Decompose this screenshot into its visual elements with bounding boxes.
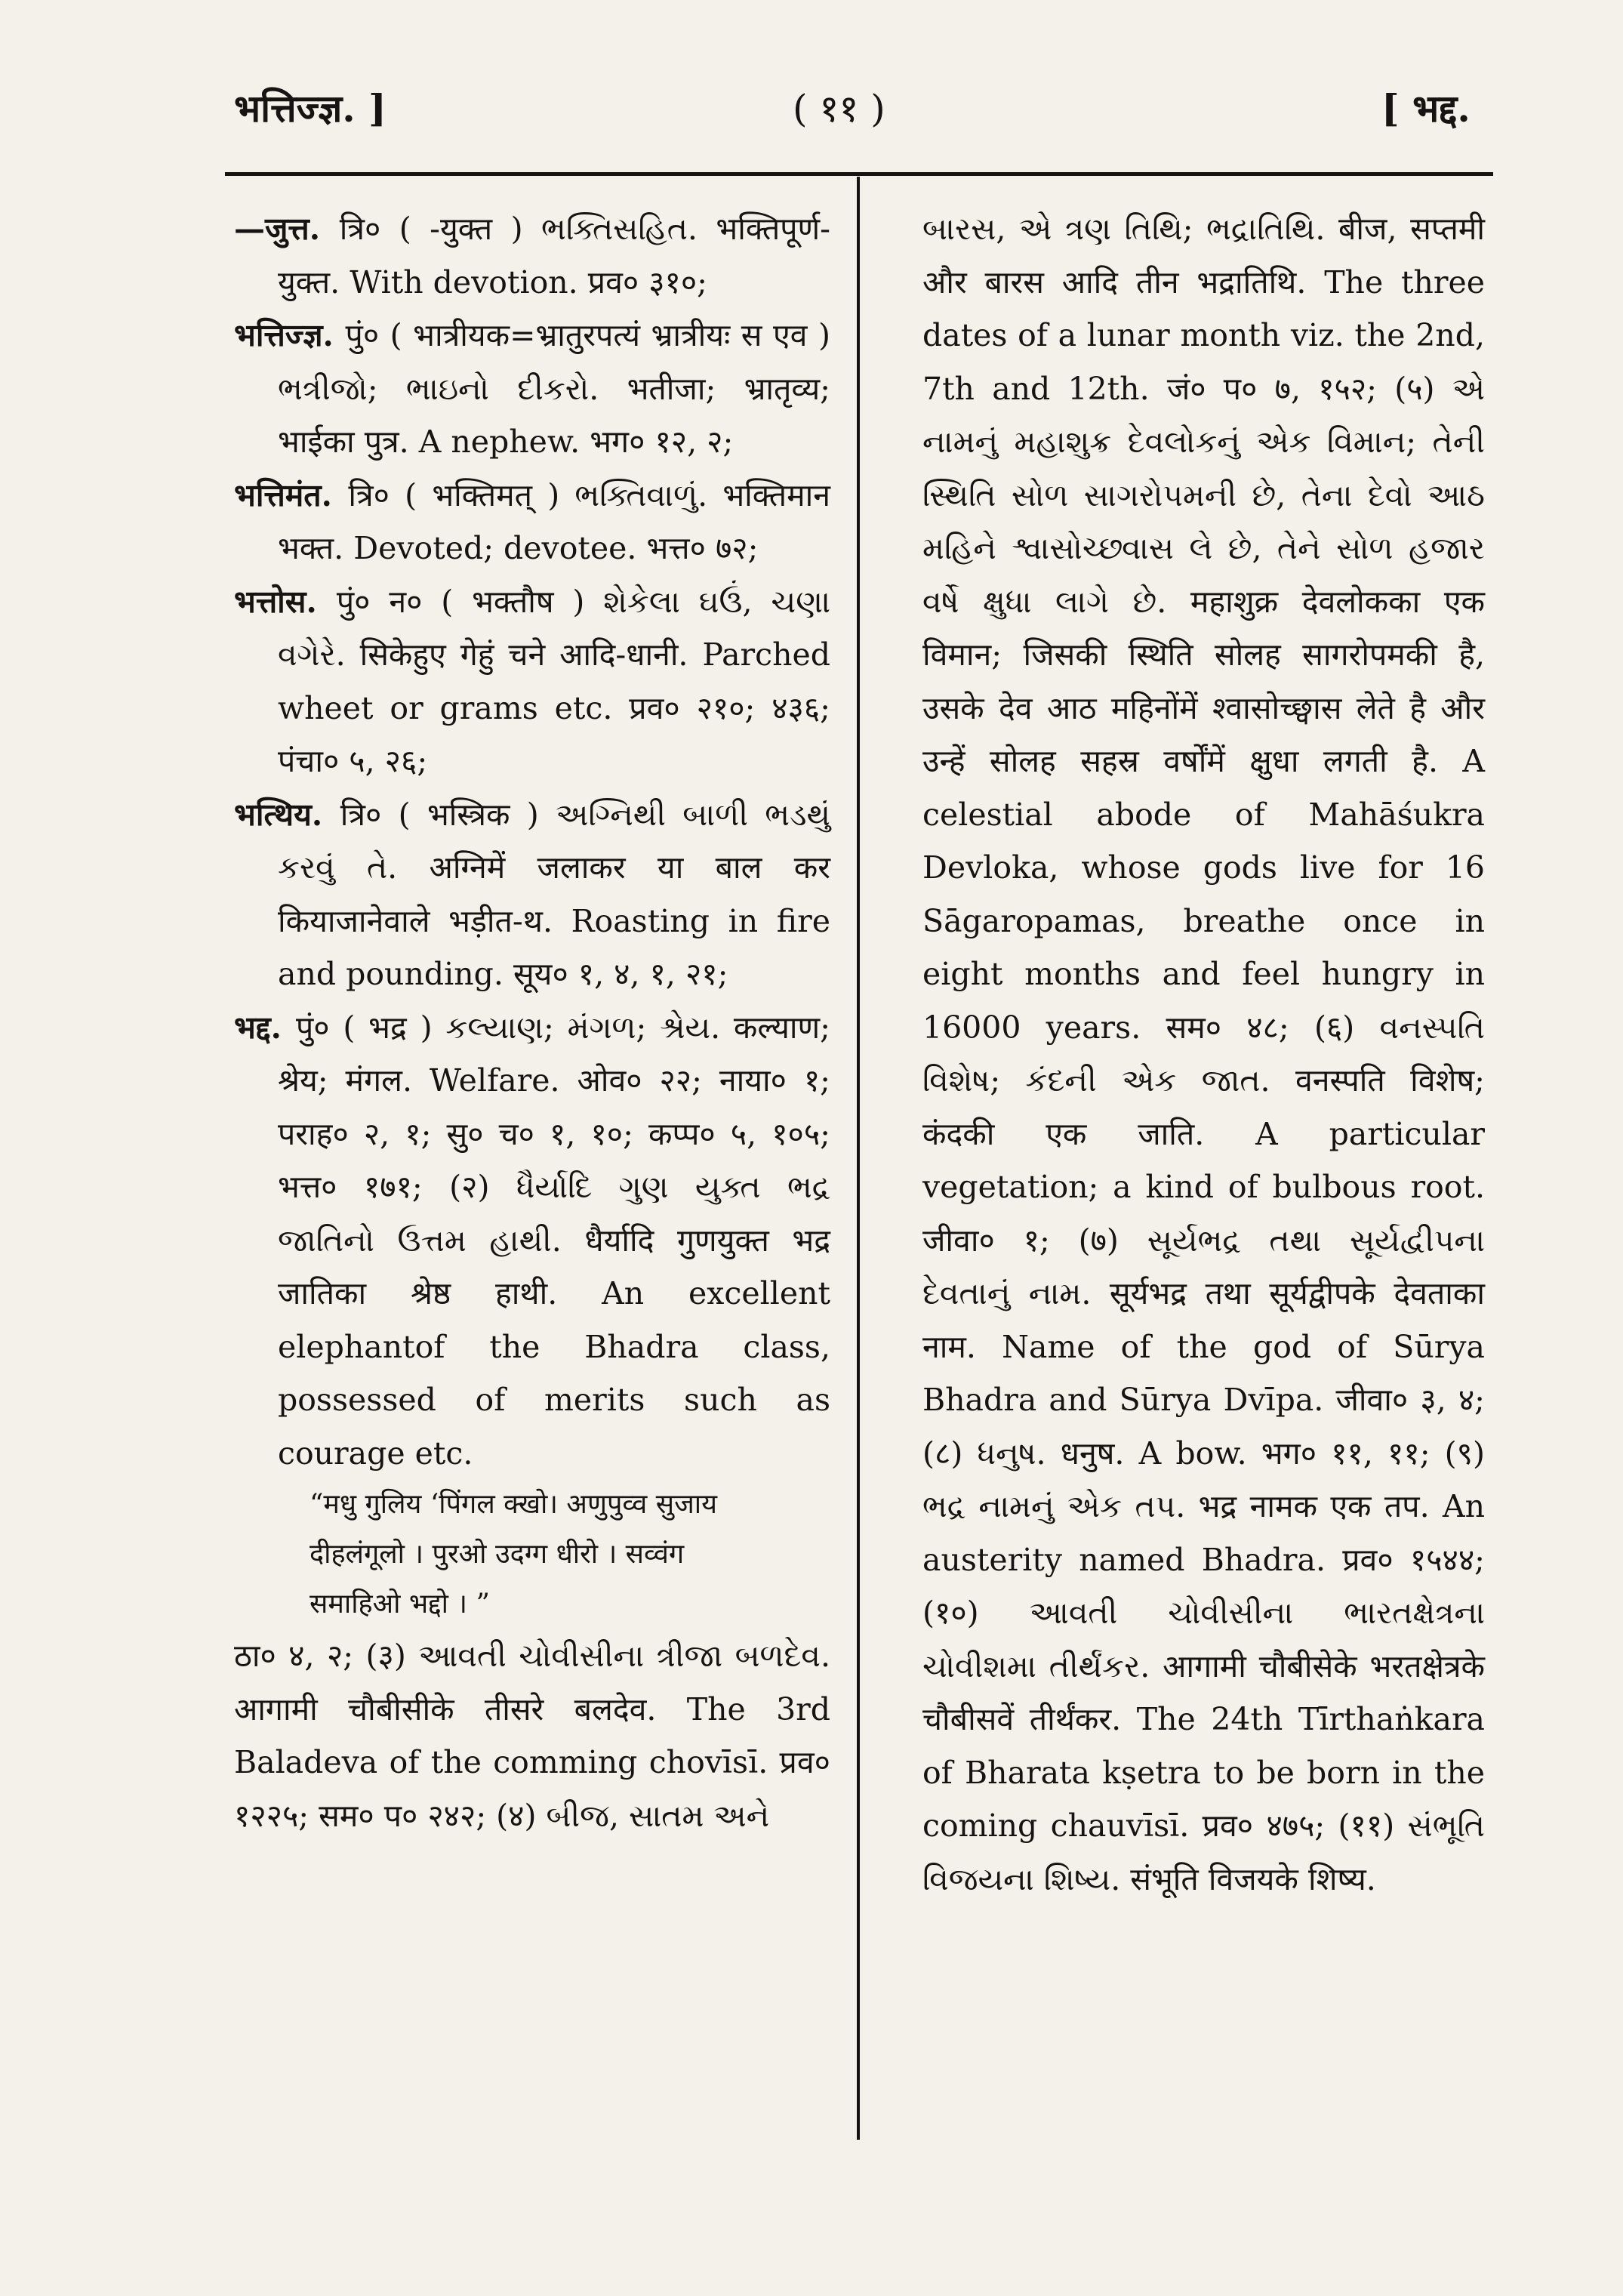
- entry-bhatthiya: [234, 788, 830, 1001]
- quotation-line: समाहिओ भद्दो । ”: [310, 1589, 490, 1620]
- entry-body: त्रि० ( -युक्त ) ભક્તિસહિત. भक्तिपूर्ण-युक्त. With devotion. प्रव० ३१०;: [278, 211, 830, 300]
- entry-bhadda-continued: ठा० ४, २; (३) આવતી ચોવીસીના ત્રીજા બળદેવ. आगामी चौबीसीके तीसरे बलदेव. The 3rd Baladeva of the comming chovīsī. प्रव० १२२५; सम० प० २४२; (४) બીજ, સાતમ અને: [234, 1638, 830, 1834]
- right-column: [922, 202, 1485, 1906]
- entry-bhattijja: [234, 309, 830, 469]
- entry-jutta: [234, 202, 830, 309]
- header-right-guide-word: [ भद्द.: [1381, 86, 1471, 131]
- page-number: ( ११ ): [793, 87, 885, 131]
- header-rule: [225, 172, 1493, 176]
- headword: भत्तोस.: [234, 583, 337, 620]
- entry-body: त्रि० ( भक्तिमत् ) ભક્તિવાળું. भक्तिमान भक्त. Devoted; devotee. भत्त० ७२;: [278, 476, 830, 566]
- header-left-guide-word: भत्तिज्ज्ञ. ]: [234, 86, 387, 131]
- left-column: [234, 202, 830, 1842]
- entry-bhattosa: [234, 575, 830, 788]
- headword: भत्तिमंत.: [234, 476, 349, 513]
- headword: भत्तिज्ज्ञ.: [234, 317, 346, 353]
- entry-body: पुं० ( भात्रीयक=भ्रातुरपत्यं भ्रात्रीयः स एव ) ભત્રીજો; ભાઇનો દીકરો. भतीजा; भ्रातृव्य; भाईका पुत्र. A nephew. भग० १२, २;: [278, 317, 830, 460]
- entry-body: त्रि० ( भस्त्रिक ) અગ્નિથી બાળી ભડથું કરવું તે. अग्निमें जलाकर या बाल कर कियाजानेवाले भड़ीत-थ. Roasting in fire and pounding. सूय० १, ४, १, २१;: [278, 796, 831, 992]
- entry-bhadda: [234, 1001, 830, 1481]
- quotation: [310, 1480, 830, 1629]
- entry-bhadda-continuation: બારસ, એ ત્રણ તિથિ; ભદ્રાતિથિ. बीज, सप्तमी और बारस आदि तीन भद्रातिथि. The three dates of a lunar month viz. the 2nd, 7th and 12th. जं० प० ७, १५२; (५) એ નામનું મહાશુક્ર દેવલોકનું એક વિમાન; તેની સ્થિતિ સોળ સાગરોપમની છે, તેના દેવો આઠ મહિને શ્વાસોચ્છ્વાસ લે છે, તેને સોળ હજાર વર્ષે ક્ષુધા લાગે છે. महाशुक्र देवलोकका एक विमान; जिसकी स्थिति सोलह सागरोपमकी है, उसके देव आठ महिनोंमें श्वासोच्छ्वास लेते है और उन्हें सोलह सहस्र वर्षोंमें क्षुधा लगती है. A celestial abode of Mahāśukra Devloka, whose gods live for 16 Sāgaropamas, breathe once in eight months and feel hungry in 16000 years. सम० ४८; (६) વનસ્પતિ વિશેષ; કંદની એક જાત. वनस्पति विशेष; कंदकी एक जाति. A particular vegetation; a kind of bulbous root. जीवा० १; (७) સૂર્યભદ્ર તથા સૂર્યદ્વીપના દેવતાનું નામ. सूर्यभद्र तथा सूर्यद्वीपके देवताका नाम. Name of the god of Sūrya Bhadra and Sūrya Dvīpa. जीवा० ३, ४; (८) ધનુષ. धनुष. A bow. भग० ११, ११; (९) ભદ્ર નામનું એક તપ. भद्र नामक एक तप. An austerity named Bhadra. प्रव० १५४४; (१०) આવતી ચોવીસીના ભારતક્ષેત્રના ચોવીશમા તીર્થંકર. आगामी चौबीसेके भरतक्षेत्रके चौबीसवें तीर्थंकर. The 24th Tīrthaṅkara of Bharata kṣetra to be born in the coming chauvīsī. प्रव० ४७५; (११) સંભૂતિ વિજયના શિષ્ય. संभूति विजयके शिष्य.: [922, 211, 1485, 1897]
- headword: भत्थिय.: [234, 796, 340, 833]
- entry-bhattimanta: [234, 469, 830, 575]
- headword: भद्द.: [234, 1009, 296, 1046]
- quotation-line: दीहलंगूलो । पुरओ उदग्ग धीरो । सव्वंग: [310, 1539, 685, 1570]
- headword: —जुत्त.: [234, 211, 340, 247]
- entry-body: पुं० ( भद्र ) કલ્યાણ; મંગળ; શ્રેય. कल्याण; श्रेय; मंगल. Welfare. ओव० २२; नाया० १; पराह० २, १; सु० च० १, १०; कप्प० ५, १०५; भत्त० १७१; (२) ધૈર્યાદિ ગુણ યુક્ત ભદ્ર જાતિનો ઉત્તમ હાથી. धैर्यादि गुणयुक्त भद्र जातिका श्रेष्ठ हाथी. An excellent elephantof the Bhadra class, possessed of merits such as courage etc.: [278, 1009, 830, 1472]
- column-divider: [857, 177, 860, 2140]
- quotation-line: “मधु गुलिय ‘पिंगल क्खो। अणुपुव्व सुजाय: [310, 1489, 717, 1520]
- entry-body: पुं० न० ( भक्तौष ) શેકેલા ઘઉં, ચણા વગેરે. सिकेहुए गेहुं चने आदि-धानी. Parched wheet or grams etc. प्रव० २१०; ४३६; पंचा० ५, २६;: [278, 583, 830, 779]
